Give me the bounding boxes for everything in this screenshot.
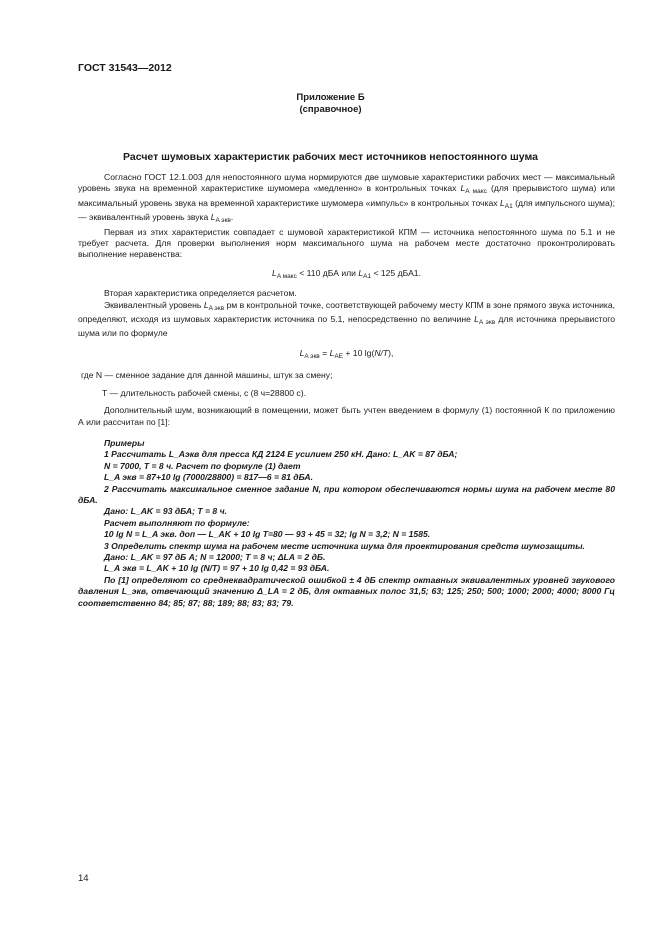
- example-2-line-4: 10 lg N = L_A экв. доп — L_AK + 10 lg T=80 — 93 + 45 = 32; lg N = 3,2; N = 1585.: [104, 529, 431, 540]
- where-n: где N — сменное задание для данной машины, штук за смену;: [81, 370, 333, 381]
- example-2-line-2: Дано: L_AK = 93 дБА; T = 8 ч.: [104, 506, 227, 517]
- example-3-line-2: Дано: L_AK = 97 дБ A; N = 12000; T = 8 ч; ΔLA = 2 дБ.: [104, 551, 326, 562]
- section-title: Расчет шумовых характеристик рабочих мест источников непостоянного шума: [123, 151, 538, 163]
- paragraph-3: Вторая характеристика определяется расчетом.: [104, 288, 297, 299]
- appendix-title: Приложение Б: [296, 92, 365, 103]
- example-1-line-3: L_A экв = 87+10 lg (7000/28800) = 817—6 = 81 дБА.: [104, 472, 313, 483]
- examples-heading: Примеры: [104, 437, 145, 448]
- paragraph-4: Эквивалентный уровень $L_{A экв}$ рм в контрольной точке, соответствующей рабочему месту КПМ в зоне прямого звука источника, определяют, исходя из шумовых характеристик источника по 5.1, непосредственно по величине $L_{A экв}$ для источника прерывистого шума или по формуле: [78, 299, 615, 339]
- page-number: 14: [78, 873, 89, 884]
- where-t: T — длительность рабочей смены, с (8 ч=28800 с).: [102, 387, 306, 398]
- body-text: [78, 172, 615, 609]
- example-3-line-3: L_A экв = L_AK + 10 lg (N/T) = 97 + 10 lg 0,42 = 93 дБА.: [104, 563, 330, 574]
- formula-1: $L_{A экв} = L_{AE} + 10$ lg(N/T),: [299, 347, 394, 360]
- document-header: ГОСТ 31543—2012: [78, 62, 172, 74]
- example-3-line-4: По [1] определяют со среднеквадратической ошибкой ± 4 дБ спектр октавных эквивалентных уровней звукового давления L_экв, отвечающий значению Δ_LA = 2 дБ, для октавных полос 31,5; 63; 125; 250; 500; 1000; 2000; 4000; 8000 Гц соответственно 84; 85; 87; 88; 189; 88; 83; 83; 79.: [78, 574, 615, 608]
- paragraph-1: Согласно ГОСТ 12.1.003 для непостоянного шума нормируются две шумовые характеристики рабочих мест — максимальный уровень звука на временной характеристике шумомера «медленно» в контрольных точках $L_{A макс}$ (для прерывистого шума) или максимальный уровень звука на временной характеристике шумомера «импульс» в контрольных точках $L_{A1}$ (для импульсного шума); — эквивалентный уровень звука $L_{A экв}$.: [78, 172, 615, 225]
- example-3-line-1: 3 Определить спектр шума на рабочем месте источника шума для проектирования средств шумозащиты.: [104, 540, 585, 551]
- paragraph-2: Первая из этих характеристик совпадает с шумовой характеристикой КПМ — источника непостоянного шума по 5.1 и не требует расчета. Для проверки выполнения норм максимального шума на рабочем месте достаточно проконтролировать выполнение неравенства:: [78, 226, 615, 260]
- example-2-line-3: Расчет выполняют по формуле:: [104, 517, 250, 528]
- example-1-line-2: N = 7000, T = 8 ч. Расчет по формуле (1) дает: [104, 460, 301, 471]
- examples-block: [78, 438, 615, 609]
- paragraph-5: Дополнительный шум, возникающий в помещении, может быть учтен введением в формулу (1) постоянной К по приложению А или рассчитан по [1]:: [78, 405, 615, 427]
- example-2-line-1: 2 Рассчитать максимальное сменное задание N, при котором обеспечиваются нормы шума на рабочем месте 80 дБА.: [78, 483, 615, 505]
- example-1-line-1: 1 Рассчитать L_Аэкв для пресса КД 2124 Е усилием 250 кН. Дано: L_AK = 87 дБА;: [104, 449, 458, 460]
- appendix-subtitle: (справочное): [299, 104, 362, 115]
- inequality: $L_{A макс} < 110$ дБА или $L_{A1} < 125$ дБА1.: [272, 267, 421, 280]
